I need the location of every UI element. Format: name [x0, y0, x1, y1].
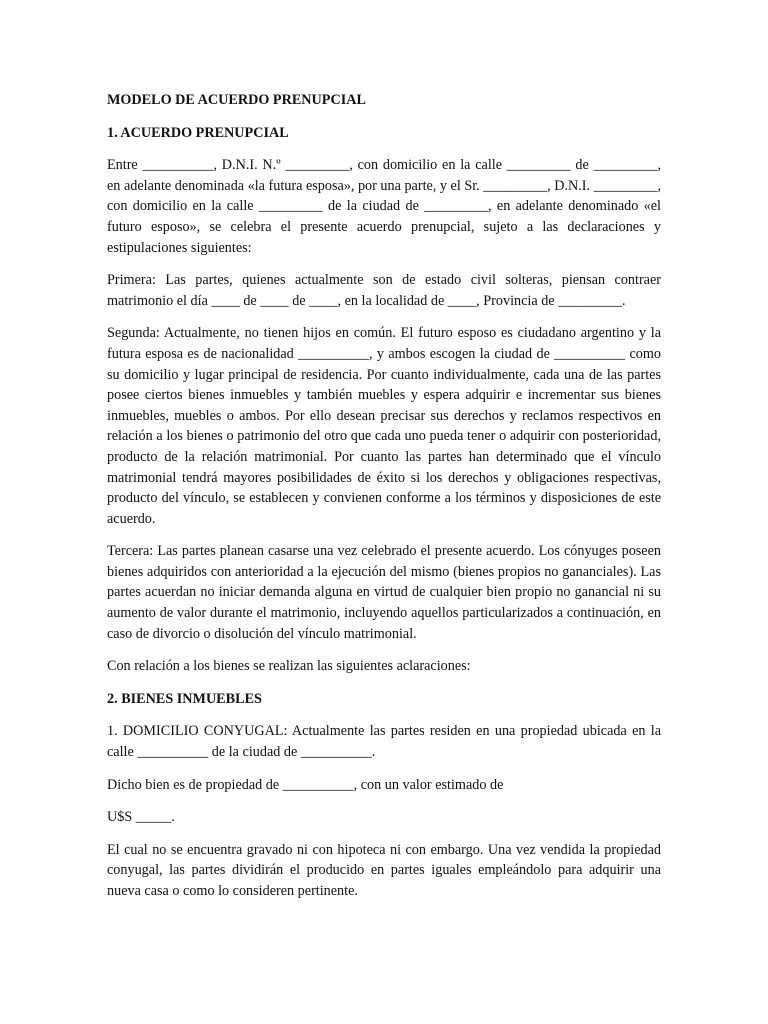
clause-tercera: Tercera: Las partes planean casarse una vez celebrado el presente acuerdo. Los cónyuges poseen bienes adquiridos con anterioridad a la ejecución del mismo (bienes propios no gananciales). Las partes acuerdan no iniciar demanda alguna en virtud de cualquier bien propio no ganancial ni su aumento de valor durante el matrimonio, incluyendo aquellos particularizados a continuación, en caso de divorcio o disolución del vínculo matrimonial. — [107, 543, 661, 642]
clause-primera: Primera: Las partes, quienes actualmente son de estado civil solteras, piensan contraer matrimonio el día ____ de ____ de ____, en la localidad de ____, Provincia de _________. — [107, 272, 661, 309]
domicilio-paragraph: 1. DOMICILIO CONYUGAL: Actualmente las partes residen en una propiedad ubicada en la calle __________ de la ciudad de __________. — [107, 723, 661, 761]
intro-paragraph: Entre __________, D.N.I. N.º _________, con domicilio en la calle _________ de _________, en adelante denominada «la futura esposa», por una parte, y el Sr. _________, D.N.I. _________, con domicilio en la calle _________ de la ciudad de _________, en adelante denominado «el futuro esposo», se celebra el presente acuerdo prenupcial, sujeto a las declaraciones y estipulaciones siguientes: — [107, 157, 661, 256]
final-paragraph: El cual no se encuentra gravado ni con hipoteca ni con embargo. Una vez vendida la propiedad conyugal, las partes dividirán el producido en partes iguales empleándolo para adquirir una nueva casa o como lo consideren pertinente. — [107, 841, 661, 899]
section-heading-bienes: 2. BIENES INMUEBLES — [107, 690, 262, 707]
document-page — [107, 90, 661, 914]
clause-segunda: Segunda: Actualmente, no tienen hijos en común. El futuro esposo es ciudadano argentino y la futura esposa es de nacionalidad __________, y ambos escogen la ciudad de __________ como su domicilio y lugar principal de residencia. Por cuanto individualmente, cada una de las partes posee ciertos bienes inmuebles y también muebles y espera adquirir e incrementar sus bienes inmuebles, muebles o ambos. Por ello desean precisar sus derechos y reclamos respectivos en relación a los bienes o patrimonio del otro que cada uno pueda tener o adquirir con posterioridad, producto de la relación matrimonial. Por cuanto las partes han determinado que el vínculo matrimonial tendrá mayores posibilidades de éxito si los derechos y obligaciones respectivas, producto del vínculo, se establecen y convienen conforme a los términos y disposiciones de este acuerdo. — [107, 325, 661, 527]
propiedad-paragraph: Dicho bien es de propiedad de __________, con un valor estimado de — [107, 776, 504, 793]
aclaraciones-paragraph: Con relación a los bienes se realizan las siguientes aclaraciones: — [107, 658, 471, 675]
document-title: MODELO DE ACUERDO PRENUPCIAL — [107, 92, 366, 108]
section-heading-acuerdo: 1. ACUERDO PRENUPCIAL — [107, 124, 289, 141]
usd-value: U$S _____. — [107, 809, 175, 826]
